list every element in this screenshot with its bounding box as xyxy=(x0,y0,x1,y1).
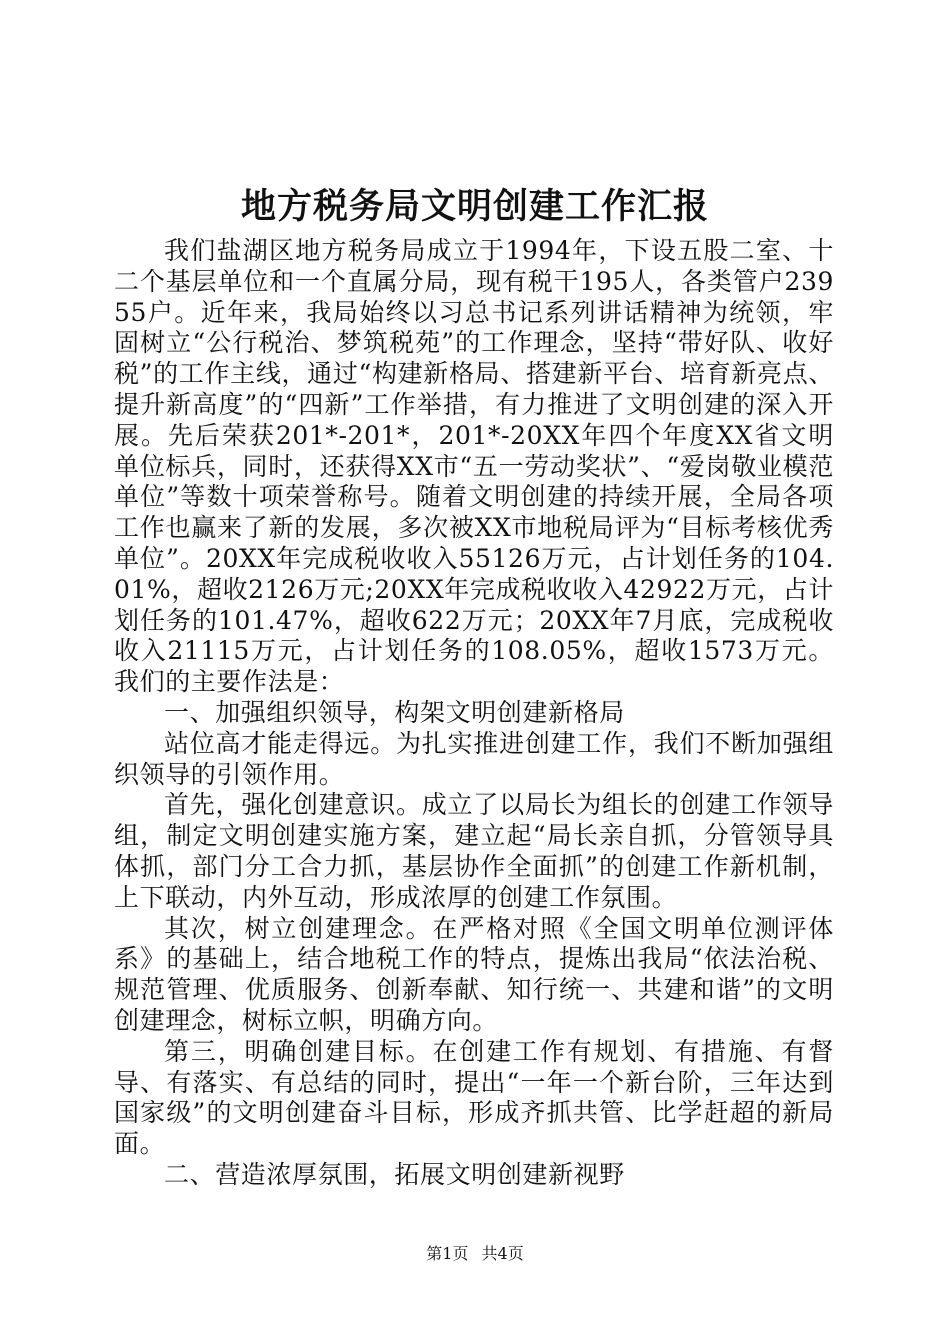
paragraph: 首先，强化创建意识。成立了以局长为组长的创建工作领导组，制定文明创建实施方案，建立起“局长亲自抓，分管领导具体抓，部门分工合力抓，基层协作全面抓”的创建工作新机制，上下联动，内外互动，形成浓厚的创建工作氛围。 xyxy=(114,790,834,912)
document-title: 地方税务局文明创建工作汇报 xyxy=(240,187,709,227)
paragraph-intro: 我们盐湖区地方税务局成立于1994年，下设五股二室、十二个基层单位和一个直属分局，现有税干195人，各类管户23955户。近年来，我局始终以习总书记系列讲话精神为统领，牢固树立“公行税治、梦筑税苑”的工作理念，坚持“带好队、收好税”的工作主线，通过“构建新格局、搭建新平台、培育新亮点、提升新高度”的“四新”工作举措，有力推进了文明创建的深入开展。先后荣获201*-201*，201*-20XX年四个年度XX省文明单位标兵，同时，还获得XX市“五一劳动奖状”、“爱岗敬业模范单位”等数十项荣誉称号。随着文明创建的持续开展，全局各项工作也赢来了新的发展，多次被XX市地税局评为“目标考核优秀单位”。20XX年完成税收收入55126万元，占计划任务的104.01%，超收2126万元;20XX年完成税收收入42922万元，占计划任务的101.47%，超收622万元；20XX年7月底，完成税收收入21115万元，占计划任务的108.05%，超收1573万元。我们的主要作法是： xyxy=(114,236,834,697)
section-heading-2: 二、营造浓厚氛围，拓展文明创建新视野 xyxy=(164,1159,625,1189)
paragraph: 站位高才能走得远。为扎实推进创建工作，我们不断加强组织领导的引领作用。 xyxy=(114,728,834,789)
paragraph: 其次，树立创建理念。在严格对照《全国文明单位测评体系》的基础上，结合地税工作的特点，提炼出我局“依法治税、规范管理、优质服务、创新奉献、知行统一、共建和谐”的文明创建理念，树标立帜，明确方向。 xyxy=(114,913,834,1035)
page-number: 第1页 xyxy=(426,1244,469,1263)
paragraph: 第三，明确创建目标。在创建工作有规划、有措施、有督导、有落实、有总结的同时，提出“一年一个新台阶，三年达到国家级”的文明创建奋斗目标，形成齐抓共管、比学赶超的新局面。 xyxy=(114,1036,834,1159)
document-body xyxy=(114,236,834,1191)
page-total: 共4页 xyxy=(481,1244,524,1263)
page-footer xyxy=(0,1244,950,1264)
section-heading-1: 一、加强组织领导，构架文明创建新格局 xyxy=(164,697,625,727)
